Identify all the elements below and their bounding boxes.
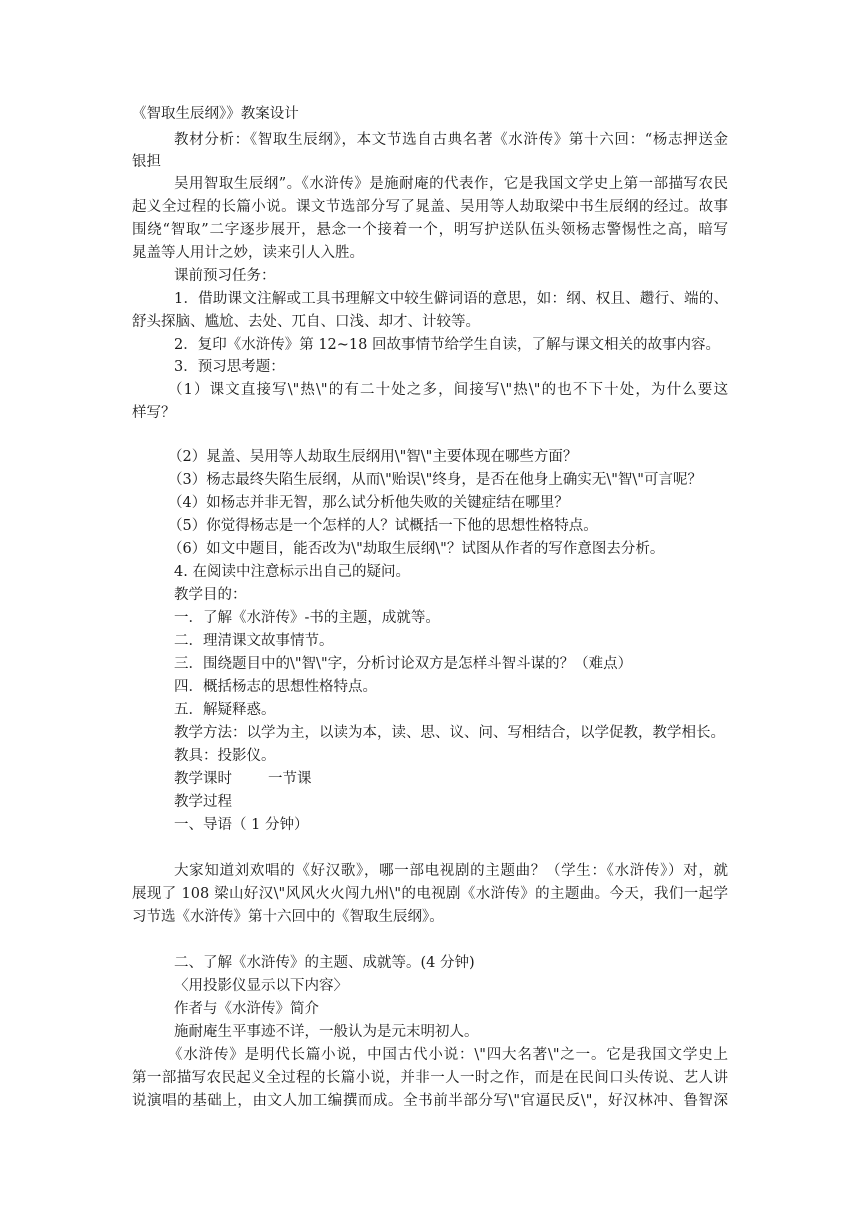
book-line: 第一部描写农民起义全过程的长篇小说，并非一人一时之作，而是在民间口头传说、艺人讲 <box>132 1070 728 1086</box>
question-line: 样写？ <box>132 405 176 421</box>
question-line: 4. 在阅读中注意标示出自己的疑问。 <box>174 564 410 580</box>
analysis-line: 教材分析：《智取生辰纲》，本文节选自古典名著《水浒传》第十六回：“杨志押送金 <box>174 132 728 148</box>
teaching-tools: 教具：投影仪。 <box>174 748 276 764</box>
preview-item: 2．复印《水浒传》第 12~18 回故事情节给学生自读，了解与课文相关的故事内容。 <box>174 337 720 353</box>
question-line: （2）晁盖、吴用等人劫取生辰纲用\"智\"主要体现在哪些方面？ <box>168 449 578 465</box>
projector-note: 〈用投影仪显示以下内容〉 <box>174 978 348 994</box>
process-heading: 教学过程 <box>174 794 232 810</box>
goal-item: 一．了解《水浒传》-书的主题，成就等。 <box>174 610 440 626</box>
teaching-method: 教学方法：以学为主，以读为本，读、思、议、问、写相结合，以学促教，教学相长。 <box>174 725 725 741</box>
doc-title: 《智取生辰纲》》教案设计 <box>132 106 299 122</box>
book-line: 说演唱的基础上，由文人加工编撰而成。全书前半部分写\"官逼民反\"，好汉林冲、鲁智深 <box>132 1093 728 1109</box>
question-line: （1）课文直接写\"热\"的有二十处之多，间接写\"热\"的也不下十处，为什么要这 <box>168 382 728 398</box>
goals-heading: 教学目的： <box>174 587 247 603</box>
teaching-hours-value: 一节课 <box>268 771 312 787</box>
goal-item: 三．围绕题目中的\"智\"字，分析讨论双方是怎样斗智斗谋的？（难点） <box>174 656 633 672</box>
goal-item: 二．理清课文故事情节。 <box>174 633 334 649</box>
teaching-hours-label: 教学课时 <box>174 771 232 787</box>
intro-line: 习节选《水浒传》第十六回中的《智取生辰纲》。 <box>132 909 444 925</box>
preview-item: 1．借助课文注解或工具书理解文中较生僻词语的意思，如：纲、权且、趱行、端的、 <box>174 291 728 307</box>
question-line: （5）你觉得杨志是一个怎样的人？试概括一下他的思想性格特点。 <box>168 518 598 534</box>
analysis-line: 吴用智取生辰纲”。《水浒传》是施耐庵的代表作，它是我国文学史上第一部描写农民 <box>174 176 728 192</box>
preview-item: 3．预习思考题： <box>174 359 285 375</box>
step2-heading: 二、了解《水浒传》的主题、成就等。(4 分钟) <box>174 955 475 971</box>
goal-item: 五．解疑释惑。 <box>174 702 276 718</box>
author-intro-heading: 作者与《水浒传》简介 <box>174 1001 319 1017</box>
question-line: （6）如文中题目，能否改为\"劫取生辰纲\"？试图从作者的写作意图去分析。 <box>168 541 665 557</box>
analysis-line: 围绕“智取”二字逐步展开，悬念一个接着一个，明写护送队伍头领杨志警惕性之高，暗写 <box>132 222 728 238</box>
analysis-line: 晁盖等人用计之妙，读来引人入胜。 <box>132 245 364 261</box>
author-line: 施耐庵生平事迹不详，一般认为是元末明初人。 <box>174 1024 479 1040</box>
question-line: （3）杨志最终失陷生辰纲，从而\"贻误\"终身，是否在他身上确实无\"智\"可言呢？ <box>168 472 702 488</box>
step1-heading: 一、导语（ 1 分钟） <box>174 817 309 833</box>
preview-heading: 课前预习任务： <box>174 268 276 284</box>
question-line: （4）如杨志并非无智，那么试分析他失败的关键症结在哪里？ <box>168 495 569 511</box>
intro-line: 展现了 108 梁山好汉\"风风火火闯九州\"的电视剧《水浒传》的主题曲。今天，我们一起学 <box>132 886 728 902</box>
analysis-line: 银担 <box>132 154 161 170</box>
preview-item: 舒头探脑、尴尬、去处、兀自、口浅、却才、计较等。 <box>132 314 480 330</box>
book-line: 《水浒传》是明代长篇小说，中国古代小说：\"四大名著\"之一。它是我国文学史上 <box>168 1047 728 1063</box>
analysis-line: 起义全过程的长篇小说。课文节选部分写了晁盖、吴用等人劫取梁中书生辰纲的经过。故事 <box>132 199 728 215</box>
intro-line: 大家知道刘欢唱的《好汉歌》，哪一部电视剧的主题曲？（学生：《水浒传》）对，就 <box>174 863 728 879</box>
goal-item: 四．概括杨志的思想性格特点。 <box>174 679 377 695</box>
